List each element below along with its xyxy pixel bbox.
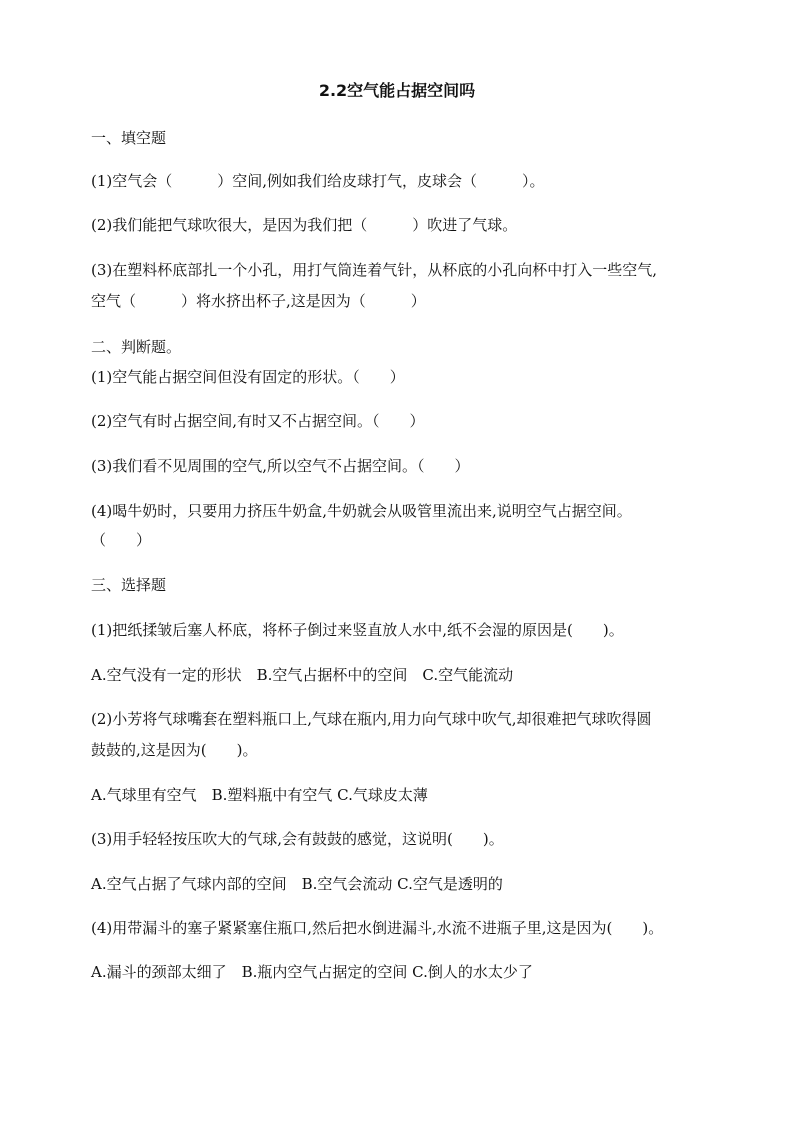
choice-question-2-options: A.气球里有空气 B.塑料瓶中有空气 C.气球皮太薄 [91, 786, 428, 804]
judge-question-4-line-1: (4)喝牛奶时，只要用力挤压牛奶盒,牛奶就会从吸管里流出来,说明空气占据空间。 [91, 502, 632, 520]
fill-question-3-line-1: (3)在塑料杯底部扎一个小孔，用打气筒连着气针，从杯底的小孔向杯中打入一些空气, [91, 261, 658, 279]
fill-question-2: (2)我们能把气球吹很大，是因为我们把（ ）吹进了气球。 [91, 216, 518, 234]
choice-question-2-line-1: (2)小芳将气球嘴套在塑料瓶口上,气球在瓶内,用力向气球中吹气,却很难把气球吹得圆 [91, 710, 652, 728]
judge-question-4-line-2: （ ） [91, 531, 152, 549]
choice-question-2-line-2: 鼓鼓的,这是因为( )。 [91, 741, 258, 759]
fill-question-3-line-2: 空气（ ）将水挤出杯子,这是因为（ ） [91, 292, 426, 310]
fill-question-1: (1)空气会（ ）空间,例如我们给皮球打气，皮球会（ ）。 [91, 172, 545, 190]
choice-question-3-options: A.空气占据了气球内部的空间 B.空气会流动 C.空气是透明的 [91, 875, 503, 893]
choice-question-3: (3)用手轻轻按压吹大的气球,会有鼓鼓的感觉，这说明( )。 [91, 830, 504, 848]
choice-question-1: (1)把纸揉皱后塞人杯底，将杯子倒过来竖直放人水中,纸不会湿的原因是( )。 [91, 621, 624, 639]
section-heading-fill-blank: 一、填空题 [91, 129, 167, 147]
choice-question-4: (4)用带漏斗的塞子紧紧塞住瓶口,然后把水倒进漏斗,水流不进瓶子里,这是因为( )。 [91, 919, 664, 937]
choice-question-4-options: A.漏斗的颈部太细了 B.瓶内空气占据定的空间 C.倒人的水太少了 [91, 963, 533, 981]
judge-question-2: (2)空气有时占据空间,有时又不占据空间。（ ） [91, 412, 425, 430]
judge-question-1: (1)空气能占据空间但没有固定的形状。（ ） [91, 368, 405, 386]
choice-question-1-options: A.空气没有一定的形状 B.空气占据杯中的空间 C.空气能流动 [91, 666, 514, 684]
section-heading-choice: 三、选择题 [91, 576, 167, 594]
judge-question-3: (3)我们看不见周围的空气,所以空气不占据空间。（ ） [91, 457, 470, 475]
section-heading-judge: 二、判断题。 [91, 338, 182, 356]
page-title: 2.2空气能占据空间吗 [318, 81, 476, 100]
